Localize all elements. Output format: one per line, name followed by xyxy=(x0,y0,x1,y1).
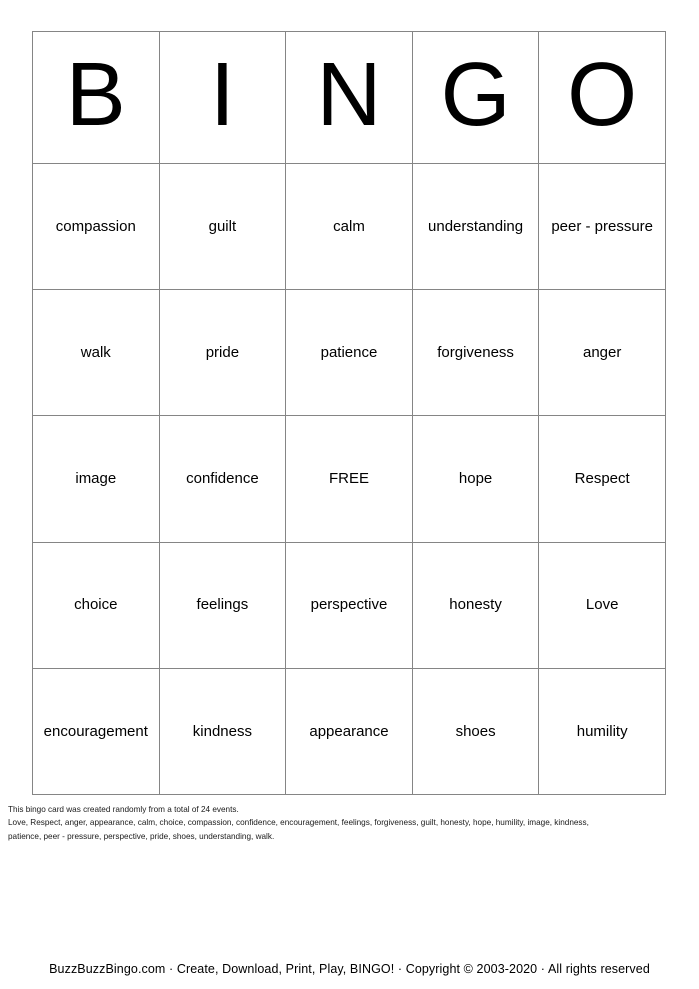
bingo-cell[interactable]: Respect xyxy=(539,416,666,542)
bingo-cell[interactable]: peer - pressure xyxy=(539,164,666,290)
bingo-cell[interactable]: understanding xyxy=(413,164,540,290)
bingo-header-letter-i: I xyxy=(160,32,287,164)
bingo-free-cell[interactable]: FREE xyxy=(286,416,413,542)
bingo-cell[interactable]: honesty xyxy=(413,543,540,669)
bingo-cell[interactable]: Love xyxy=(539,543,666,669)
bingo-cell[interactable]: image xyxy=(33,416,160,542)
bingo-header-letter-n: N xyxy=(286,32,413,164)
bingo-cell[interactable]: guilt xyxy=(160,164,287,290)
bingo-cell[interactable]: shoes xyxy=(413,669,540,795)
bingo-header-row xyxy=(33,32,666,164)
bingo-header-letter-o: O xyxy=(539,32,666,164)
bingo-cell[interactable]: calm xyxy=(286,164,413,290)
bingo-header-letter-b: B xyxy=(33,32,160,164)
bingo-cell[interactable]: pride xyxy=(160,290,287,416)
bingo-cell[interactable]: walk xyxy=(33,290,160,416)
bingo-cell[interactable]: encouragement xyxy=(33,669,160,795)
fineprint-block xyxy=(8,803,690,843)
bingo-cell[interactable]: perspective xyxy=(286,543,413,669)
bingo-row-1 xyxy=(33,164,666,290)
bingo-cell[interactable]: kindness xyxy=(160,669,287,795)
bingo-cell[interactable]: appearance xyxy=(286,669,413,795)
bingo-cell[interactable]: anger xyxy=(539,290,666,416)
bingo-cell[interactable]: confidence xyxy=(160,416,287,542)
bingo-cell[interactable]: forgiveness xyxy=(413,290,540,416)
bingo-cell[interactable]: humility xyxy=(539,669,666,795)
bingo-cell[interactable]: compassion xyxy=(33,164,160,290)
bingo-cell[interactable]: hope xyxy=(413,416,540,542)
bingo-row-4 xyxy=(33,543,666,669)
bingo-row-5 xyxy=(33,669,666,795)
footer-copyright: BuzzBuzzBingo.com · Create, Download, Print, Play, BINGO! · Copyright © 2003-2020 · All rights reserved xyxy=(49,962,650,976)
fineprint-line-events-1: Love, Respect, anger, appearance, calm, choice, compassion, confidence, encouragement, feelings, forgiveness, guilt, honesty, hope, humility, image, kindness, xyxy=(8,818,589,828)
bingo-header-letter-g: G xyxy=(413,32,540,164)
bingo-cell[interactable]: patience xyxy=(286,290,413,416)
bingo-cell[interactable]: choice xyxy=(33,543,160,669)
bingo-row-3 xyxy=(33,416,666,542)
bingo-row-2 xyxy=(33,290,666,416)
fineprint-line-summary: This bingo card was created randomly from a total of 24 events. xyxy=(8,805,239,814)
fineprint-line-events-2: patience, peer - pressure, perspective, pride, shoes, understanding, walk. xyxy=(8,831,275,841)
bingo-cell[interactable]: feelings xyxy=(160,543,287,669)
bingo-card xyxy=(32,31,666,795)
